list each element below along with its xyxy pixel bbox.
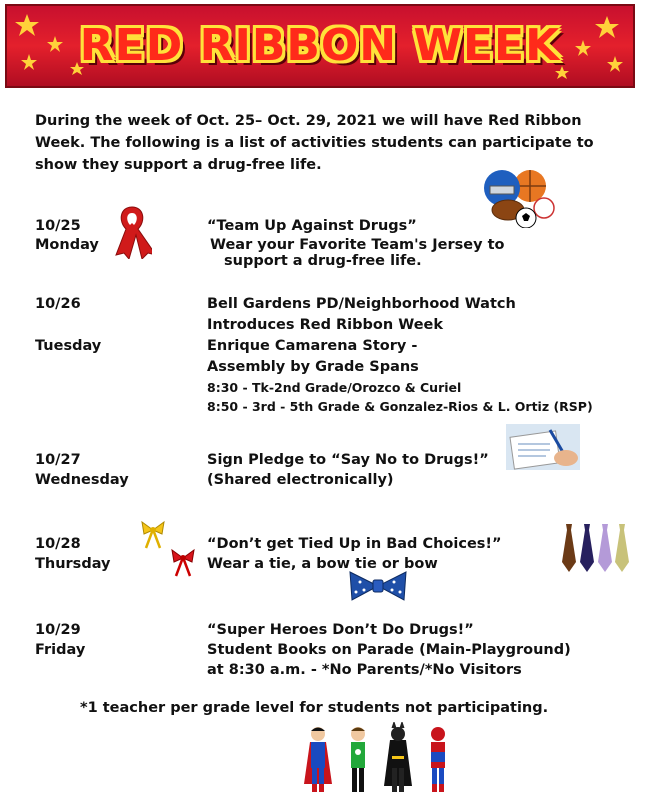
activity-title: “Don’t get Tied Up in Bad Choices!” <box>207 536 502 552</box>
sports-balls-icon <box>482 166 562 228</box>
day-label: Monday <box>35 237 99 253</box>
activity-line: Student Books on Parade (Main-Playground) <box>207 642 571 658</box>
banner-title: RED RIBBON WEEK <box>79 20 561 71</box>
activity-line: Bell Gardens PD/Neighborhood Watch <box>207 296 516 312</box>
activity-title: “Super Heroes Don’t Do Drugs!” <box>207 622 474 638</box>
signing-pledge-icon <box>506 424 580 470</box>
activity-line: Introduces Red Ribbon Week <box>207 317 444 333</box>
neckties-icon <box>556 522 630 574</box>
blue-bowtie-icon <box>348 570 408 602</box>
activity-line: Enrique Camarena Story - <box>207 338 418 354</box>
footnote: *1 teacher per grade level for students not participating. <box>80 700 549 716</box>
date-label: 10/29 <box>35 622 81 638</box>
date-label: 10/25 <box>35 218 81 234</box>
day-label: Tuesday <box>35 338 102 354</box>
date-label: 10/27 <box>35 452 81 468</box>
activity-line: Wear your Favorite Team's Jersey to <box>210 237 505 253</box>
date-label: 10/28 <box>35 536 81 552</box>
activity-title: “Team Up Against Drugs” <box>207 218 417 234</box>
intro-paragraph: During the week of Oct. 25– Oct. 29, 2021 we will have Red Ribbon Week. The following is a list of activities students can participate to show they support a drug-free life. <box>35 113 594 173</box>
date-label: 10/26 <box>35 296 81 312</box>
day-label: Thursday <box>35 556 111 572</box>
activity-title: Sign Pledge to “Say No to Drugs!” <box>207 452 489 468</box>
header-banner <box>5 4 635 88</box>
activity-line: Wear a tie, a bow tie or bow <box>207 556 438 572</box>
superheroes-icon <box>300 722 460 796</box>
schedule-line: 8:50 - 3rd - 5th Grade & Gonzalez-Rios & L. Ortiz (RSP) <box>207 399 593 414</box>
activity-line: at 8:30 a.m. - *No Parents/*No Visitors <box>207 662 522 678</box>
day-label: Friday <box>35 642 86 658</box>
red-bow-icon <box>170 548 196 578</box>
day-label: Wednesday <box>35 472 129 488</box>
schedule-line: 8:30 - Tk-2nd Grade/Orozco & Curiel <box>207 380 462 395</box>
activity-line: support a drug-free life. <box>224 253 422 269</box>
activity-line: (Shared electronically) <box>207 472 394 488</box>
yellow-bow-icon <box>140 520 166 550</box>
activity-line: Assembly by Grade Spans <box>207 359 419 375</box>
red-ribbon-icon <box>112 203 152 259</box>
